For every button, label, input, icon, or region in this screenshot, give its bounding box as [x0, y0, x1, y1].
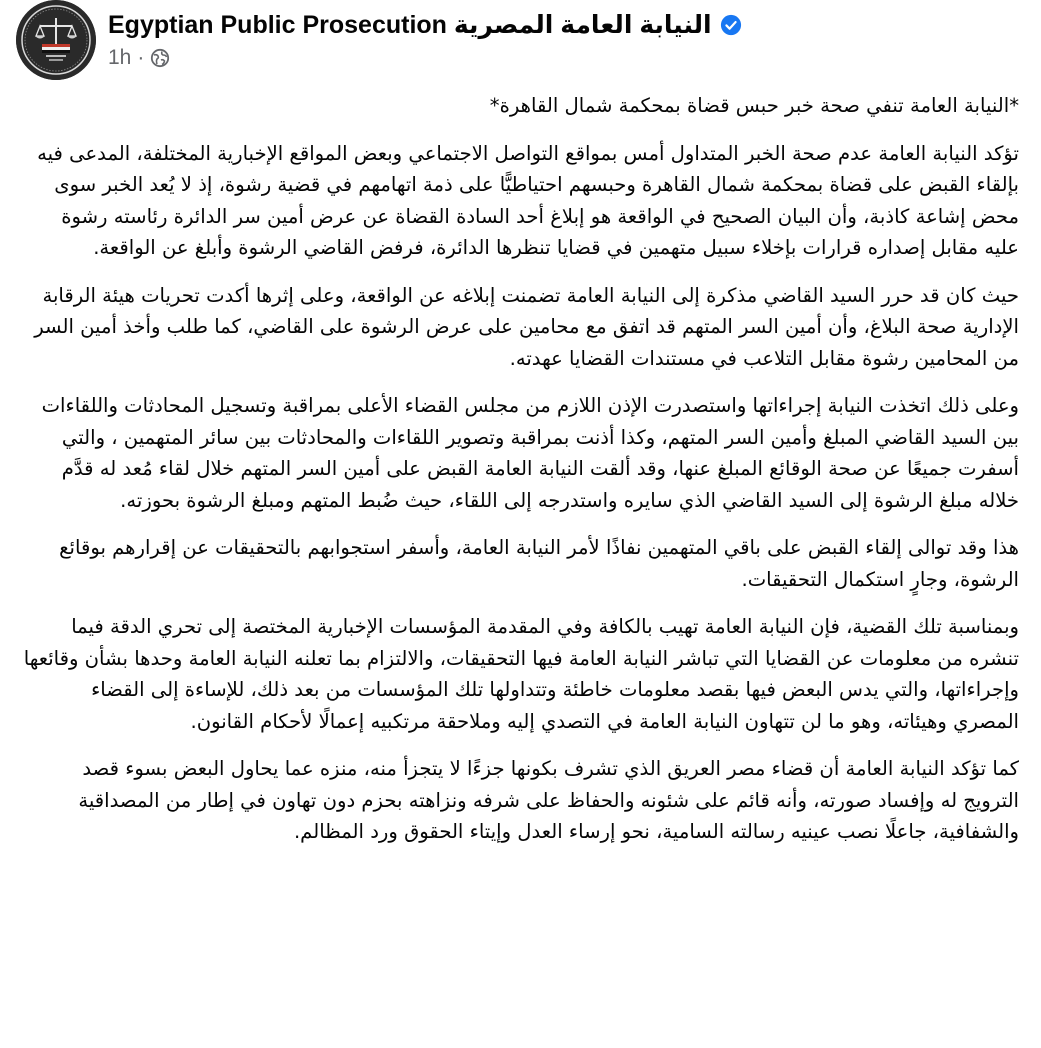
globe-icon[interactable]: [150, 48, 170, 68]
post-paragraph-3: وعلى ذلك اتخذت النيابة إجراءاتها واستصدرت الإذن اللازم من مجلس القضاء الأعلى بمراقبة وتسجيل المحادثات واللقاءات بين السيد القاضي المبلغ وأمين السر المتهم، وكذا أذنت بمراقبة وتصوير اللقاءات والمحادثات بين سائر المتهمين ، والتي أسفرت جميعًا عن صحة الوقائع المبلغ عنها، وقد ألقت النيابة العامة القبض على أمين السر المتهم خلال لقاء مُعد له قدَّم خلاله مبلغ الرشوة إلى السيد القاضي الذي سايره واستدرجه إلى اللقاء، حيث ضُبط المتهم ومبلغ الرشوة بحوزته.: [41, 394, 1019, 512]
page-name[interactable]: Egyptian Public Prosecution النيابة العامة المصرية: [108, 11, 712, 39]
page-name-row: [108, 10, 742, 40]
post-paragraph-1: تؤكد النيابة العامة عدم صحة الخبر المتداول أمس بمواقع التواصل الاجتماعي وبعض المواقع الإخبارية المختلفة، المدعى فيه بإلقاء القبض على قضاة بمحكمة شمال القاهرة وحبسهم احتياطيًّا على ذمة اتهامهم في قضية رشوة، إذ لا يُعد الخبر سوى محض إشاعة كاذبة، وأن البيان الصحيح في الواقعة هو إبلاغ أحد السادة القضاة عن عرض أمين سر الدائرة رئاسته رشوة عليه مقابل إصداره قرارات بإخلاء سبيل متهمين في قضايا تنظرها الدائرة، فرفض القاضي الرشوة وأبلغ عن الواقعة.: [37, 141, 1019, 259]
post-meta: [108, 10, 742, 70]
post-subline: [108, 46, 742, 70]
post-title: *النيابة العامة تنفي صحة خبر حبس قضاة بمحكمة شمال القاهرة*: [489, 94, 1019, 117]
post-header: [16, 0, 742, 80]
post-paragraph-4: هذا وقد توالى إلقاء القبض على باقي المتهمين نفاذًا لأمر النيابة العامة، وأسفر استجوابهم بالتحقيقات عن إقرارهم بوقائع الرشوة، وجارٍ استكمال التحقيقات.: [59, 536, 1019, 591]
post-paragraph-5: وبمناسبة تلك القضية، فإن النيابة العامة تهيب بالكافة وفي المقدمة المؤسسات الإخبارية المختصة إلى تحري الدقة فيما تنشره من معلومات عن القضايا التي تباشر النيابة العامة فيها التحقيقات، والالتزام بما تعلنه النيابة العامة وحدها بشأن وقائعها وإجراءاتها، والتي يدس البعض فيها بقصد معلومات خاطئة وتتداولها تلك المؤسسات من بعد ذلك، للإساءة إلى القضاء المصري وهيئاته، وهو ما لن تتهاون النيابة العامة في التصدي إليه وملاحقة مرتكبيه إعمالًا لأحكام القانون.: [23, 615, 1019, 733]
page-avatar[interactable]: [16, 0, 96, 80]
post-paragraph-6: كما تؤكد النيابة العامة أن قضاء مصر العريق الذي تشرف بكونها جزءًا لا يتجزأ منه، منزه عما يحاول البعض بسوء قصد الترويج له وإفساد صورته، وأنه قائم على شئونه والحفاظ على شرفه ونزاهته بحزم دون تهاون في إطار من المصداقية والشفافية، جاعلًا نصب عينيه رسالته السامية، نحو إرساء العدل وإيتاء الحقوق ورد المظالم.: [78, 757, 1019, 843]
verified-badge-icon: [720, 14, 742, 36]
prosecution-logo: [16, 0, 96, 80]
post-body: [22, 90, 1019, 864]
post-paragraph-2: حيث كان قد حرر السيد القاضي مذكرة إلى النيابة العامة تضمنت إبلاغه عن الواقعة، وعلى إثرها أكدت تحريات هيئة الرقابة الإدارية صحة البلاغ، وأن أمين السر المتهم قد اتفق مع محامين على عرض الرشوة على القاضي، كما طلب وأخذ أمين السر من المحامين رشوة مقابل التلاعب في مستندات القضايا عهدته.: [34, 283, 1019, 370]
post-timestamp[interactable]: 1h: [108, 46, 132, 69]
separator-dot: ·: [137, 46, 145, 69]
